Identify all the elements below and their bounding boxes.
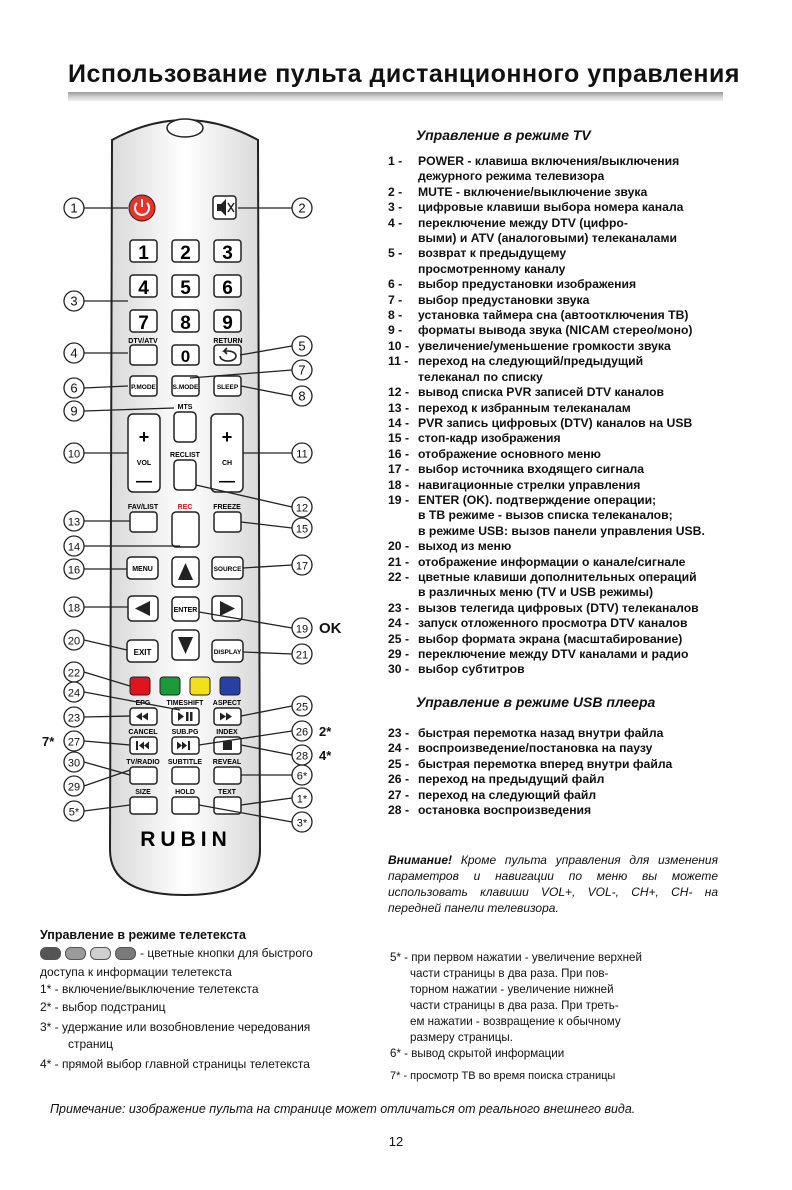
teletext-star5: 5* - при первом нажатии - увеличение верхней части страницы в два раза. При пов- торном нажатии - увеличение нижней части страницы в два раза. При треть- ем нажатии - возвращение к обычному размеру страницы. [390, 951, 642, 1044]
pmode-label: P.MODE [131, 384, 156, 391]
tvradio-label: TV/RADIO [126, 759, 160, 766]
key-5-label: 5 [180, 278, 191, 299]
tv-function-item-text: в режиме USB: вызов панели управления USB. [418, 523, 705, 538]
usb-function-item [388, 772, 672, 787]
tv-function-item-text: переключение между DTV каналами и радио [418, 647, 689, 661]
tv-function-item [388, 416, 705, 431]
callout-number: 8 [298, 388, 306, 404]
callout-number: 21 [295, 649, 309, 662]
epg-label: EPG [135, 700, 151, 707]
tv-function-item [388, 216, 705, 231]
green-key [160, 677, 180, 695]
usb-function-item-text: переход на предыдущий файл [418, 772, 605, 787]
teletext-line-4: 4* - прямой выбор главной страницы телетекста [40, 1057, 310, 1071]
tv-function-item-text: отображение информации о канале/сигнале [418, 554, 686, 569]
tv-function-item [388, 555, 705, 570]
tv-function-item-number [388, 262, 418, 277]
tv-function-item [388, 339, 705, 354]
callout-side-label: OK [319, 620, 342, 637]
callout-number: 30 [67, 757, 81, 770]
callout-number: 28 [295, 750, 309, 763]
tv-function-item-number [388, 585, 418, 600]
subtitle-label: SUBTITLE [167, 759, 203, 766]
source-label: SOURCE [213, 566, 242, 573]
footnote: Примечание: изображение пульта на странице может отличаться от реального внешнего вида. [50, 1102, 636, 1116]
tv-function-item-text: переход на следующий/предыдущий [418, 354, 644, 369]
tvradio-button [130, 767, 157, 784]
tv-function-item-number [388, 370, 418, 385]
callout-number: 20 [67, 635, 81, 648]
callout-number: 7 [298, 362, 306, 378]
teletext-dot-3 [90, 947, 111, 960]
tv-function-item-number: 1 - [388, 154, 403, 168]
tv-function-item-text: ENTER (OK). подтверждение операции; [418, 492, 657, 507]
tv-function-item-number: 2 - [388, 184, 403, 199]
teletext-dot-2 [65, 947, 86, 960]
tv-function-item [388, 493, 705, 508]
key-2-label: 2 [180, 243, 191, 264]
brand-logo: RUBIN [140, 828, 232, 851]
callout-number: 6* [296, 770, 308, 783]
warning-note [388, 852, 718, 916]
callout-number: 5 [298, 338, 306, 354]
callout-number: 22 [67, 667, 81, 680]
key-7-label: 7 [138, 313, 149, 334]
tv-function-item-text: установка таймера сна (автоотключения ТВ) [418, 308, 689, 323]
hold-label: HOLD [175, 789, 195, 796]
usb-function-item-text: быстрая перемотка назад внутри файла [418, 726, 664, 740]
tv-function-item-number: 19 - [388, 492, 410, 507]
tv-function-item-text: переключение между DTV (цифро- [418, 215, 628, 230]
callout-side-label: 7* [42, 734, 55, 749]
teletext-dot-4 [115, 947, 136, 960]
callout-number: 3* [296, 817, 308, 830]
freeze-button [214, 512, 241, 532]
tv-function-item [388, 169, 705, 184]
tv-function-item-text: стоп-кадр изображения [418, 431, 561, 446]
tv-function-item-text: выми) и ATV (аналоговыми) телеканалами [418, 231, 677, 246]
usb-function-item [388, 788, 672, 803]
ir-window [167, 119, 203, 137]
usb-function-item-number: 24 - [388, 741, 410, 756]
ch-plus: + [221, 427, 233, 447]
tv-function-item-text: выбор предустановки изображения [418, 277, 637, 292]
page-title: Использование пульта дистанционного управления [68, 60, 740, 88]
rec-button [172, 512, 199, 547]
usb-function-item-number: 23 - [388, 726, 410, 740]
tv-function-item-number: 3 - [388, 200, 403, 215]
tv-function-item-number: 13 - [388, 400, 410, 415]
callout-number: 1 [70, 200, 78, 216]
tv-function-item [388, 354, 705, 369]
callout-number: 18 [67, 602, 81, 615]
tv-function-item [388, 200, 705, 215]
tv-function-item-text: в различных меню (TV и USB режимы) [418, 585, 654, 600]
tv-function-item-number: 16 - [388, 446, 410, 461]
callout-number: 6 [70, 380, 78, 396]
tv-function-item-number: 23 - [388, 600, 410, 615]
teletext-star7: 7* - просмотр ТВ во время поиска страницы [390, 1070, 616, 1082]
usb-section-heading: Управление в режиме USB плеера [416, 694, 656, 710]
freeze-label: FREEZE [213, 504, 241, 511]
callout-number: 4 [70, 345, 78, 361]
tv-function-item-text: вывод списка PVR записей DTV каналов [418, 385, 665, 400]
callout-number: 9 [70, 403, 78, 419]
callout-number: 16 [67, 564, 81, 577]
tv-function-item-number: 20 - [388, 539, 410, 554]
key-3-label: 3 [222, 243, 233, 264]
key-4-label: 4 [138, 278, 149, 299]
tv-function-item [388, 601, 705, 616]
yellow-key [190, 677, 210, 695]
return-button [214, 345, 241, 365]
tv-function-item-number: 22 - [388, 569, 410, 584]
timeshift-label: TIMESHIFT [166, 700, 204, 707]
tv-function-item-text: просмотренному каналу [418, 261, 566, 276]
teletext-line-2: 2* - выбор подстраниц [40, 1000, 166, 1014]
callout-number: 14 [67, 541, 81, 554]
page-number: 12 [388, 1134, 404, 1149]
tv-function-item-text: выбор источника входящего сигнала [418, 462, 645, 477]
vol-plus: + [138, 427, 150, 447]
callout-number: 5* [68, 806, 80, 819]
callout-number: 25 [295, 701, 309, 714]
teletext-colors-text2: доступа к информации телетекста [40, 965, 232, 979]
teletext-dot-1 [40, 947, 61, 960]
subpg-label: SUB.PG [171, 729, 199, 736]
tv-functions-list [388, 154, 705, 678]
tv-function-item-number: 18 - [388, 477, 410, 492]
tv-function-item [388, 323, 705, 338]
hold-button [172, 797, 199, 814]
tv-function-item-number: 10 - [388, 338, 410, 353]
tv-function-item-number [388, 524, 418, 539]
tv-function-item-text: выбор субтитров [418, 662, 525, 677]
callout-number: 3 [70, 293, 78, 309]
tv-function-item [388, 154, 705, 169]
teletext-colors-text: - цветные кнопки для быстрого [140, 946, 313, 960]
tv-function-item-number: 4 - [388, 215, 403, 230]
ch-minus: — [219, 473, 235, 490]
tv-function-item [388, 539, 705, 554]
tv-function-item [388, 508, 705, 523]
subtitle-button [172, 767, 199, 784]
sleep-label: SLEEP [216, 384, 239, 391]
dtv-atv-label: DTV/ATV [128, 338, 158, 345]
usb-function-item-text: остановка воспроизведения [418, 803, 592, 818]
tv-function-item-text: телеканал по списку [418, 369, 543, 384]
tv-function-item-number: 14 - [388, 415, 410, 430]
usb-function-item-number: 26 - [388, 772, 410, 787]
warning-label: Внимание! [388, 853, 453, 867]
size-label: SIZE [135, 789, 151, 796]
tv-function-item-number: 30 - [388, 662, 410, 677]
cancel-label: CANCEL [128, 729, 158, 736]
fav-label: FAV/LIST [127, 504, 159, 511]
power-button [129, 195, 155, 221]
vol-minus: — [136, 473, 152, 490]
tv-function-item-number [388, 169, 418, 184]
red-key [130, 677, 150, 695]
tv-function-item-text: в ТВ режиме - вызов списка телеканалов; [418, 508, 673, 523]
play-pause-button [172, 708, 199, 725]
reclist-button [174, 460, 196, 490]
callout-side-label: 2* [319, 724, 332, 739]
tv-function-item-number: 21 - [388, 554, 410, 569]
tv-function-item [388, 632, 705, 647]
usb-function-item [388, 741, 672, 756]
tv-function-item [388, 431, 705, 446]
tv-function-item-text: навигационные стрелки управления [418, 477, 641, 492]
tv-function-item [388, 231, 705, 246]
tv-function-item-number [388, 231, 418, 246]
return-label: RETURN [213, 338, 243, 345]
reveal-label: REVEAL [212, 759, 242, 766]
callout-number: 26 [295, 726, 309, 739]
key-1-label: 1 [138, 243, 149, 264]
blue-key [220, 677, 240, 695]
tv-function-item-number: 29 - [388, 647, 410, 661]
tv-function-item-number: 17 - [388, 462, 410, 477]
tv-function-item-text: увеличение/уменьшение громкости звука [418, 338, 671, 353]
tv-function-item-text: запуск отложенного просмотра DTV каналов [418, 616, 688, 631]
tv-function-item-text: вызов телегида цифровых (DTV) телеканалов [418, 600, 699, 615]
tv-function-item-text: выход из меню [418, 539, 512, 554]
smode-label: S.MODE [172, 384, 199, 391]
tv-function-item-number: 15 - [388, 431, 410, 446]
reclist-label: RECLIST [170, 452, 200, 459]
key-9-label: 9 [222, 313, 233, 334]
key-0-label: 0 [180, 347, 191, 366]
tv-function-item [388, 401, 705, 416]
callout-number: 1* [296, 793, 308, 806]
teletext-line-3b: страниц [68, 1037, 114, 1051]
tv-function-item [388, 262, 705, 277]
mts-button [174, 412, 196, 442]
usb-function-item-text: переход на следующий файл [418, 787, 597, 802]
teletext-star6: 6* - вывод скрытой информации [390, 1047, 565, 1060]
reveal-button [214, 767, 241, 784]
tv-function-item-number [388, 508, 418, 523]
tv-function-item-text: PVR запись цифровых (DTV) каналов на USB [418, 415, 693, 430]
mute-button [213, 196, 236, 219]
tv-function-item [388, 447, 705, 462]
tv-function-item [388, 246, 705, 261]
callout-number: 19 [295, 623, 309, 636]
usb-function-item-text: быстрая перемотка вперед внутри файла [418, 756, 673, 771]
exit-label: EXIT [133, 648, 152, 657]
tv-function-item [388, 524, 705, 539]
tv-section-heading: Управление в режиме TV [416, 127, 591, 143]
ch-label: CH [221, 460, 233, 467]
usb-function-item-number: 27 - [388, 787, 410, 802]
tv-function-item [388, 478, 705, 493]
tv-function-item [388, 570, 705, 585]
tv-function-item-number: 5 - [388, 246, 403, 261]
tv-function-item-text: форматы вывода звука (NICAM стерео/моно) [418, 323, 693, 338]
callout-number: 23 [67, 712, 81, 725]
usb-function-item [388, 726, 672, 741]
display-label: DISPLAY [213, 649, 242, 656]
tv-function-item-number: 8 - [388, 308, 403, 323]
index-label: INDEX [216, 729, 238, 736]
tv-function-item-text: MUTE - включение/выключение звука [418, 184, 648, 199]
tv-function-item-number: 11 - [388, 354, 409, 369]
tv-function-item-number: 24 - [388, 616, 410, 631]
warning-text: Кроме пульта управления для изменения параметров и навигации по меню вы можете использовать клавиши VOL+, VOL-, CH+, CH- на передней панели телевизора. [388, 853, 718, 915]
rec-label: REC [177, 504, 193, 511]
callout-number: 29 [67, 781, 81, 794]
tv-function-item-text: цифровые клавиши выбора номера канала [418, 200, 684, 215]
tv-function-item [388, 662, 705, 677]
tv-function-item-text: выбор предустановки звука [418, 292, 590, 307]
tv-function-item [388, 277, 705, 292]
tv-function-item [388, 585, 705, 600]
teletext-line-1: 1* - включение/выключение телетекста [40, 982, 259, 996]
tv-function-item-text: POWER - клавиша включения/выключения [418, 154, 680, 168]
tv-function-item-number: 9 - [388, 323, 403, 338]
callout-number: 13 [67, 516, 81, 529]
usb-function-item [388, 803, 672, 818]
callout-number: 15 [295, 523, 309, 536]
tv-function-item [388, 308, 705, 323]
menu-label: MENU [132, 566, 153, 573]
enter-label: ENTER [173, 607, 198, 614]
text-label: TEXT [218, 789, 236, 796]
tv-function-item [388, 185, 705, 200]
tv-function-item [388, 647, 705, 662]
usb-functions-list [388, 726, 672, 818]
usb-function-item-number: 25 - [388, 756, 410, 771]
teletext-color-keys [40, 946, 313, 960]
fav-button [130, 512, 157, 532]
usb-function-item-text: воспроизведение/постановка на паузу [418, 741, 653, 756]
tv-function-item [388, 616, 705, 631]
aspect-label: ASPECT [212, 700, 242, 707]
tv-function-item [388, 462, 705, 477]
usb-function-item-number: 28 - [388, 803, 410, 818]
callout-side-label: 4* [319, 748, 332, 763]
tv-function-item [388, 385, 705, 400]
tv-function-item-number: 6 - [388, 277, 403, 292]
key-8-label: 8 [180, 313, 191, 334]
digit-keys [130, 240, 241, 334]
tv-function-item-text: переход к избранным телеканалам [418, 400, 631, 415]
tv-function-item-text: отображение основного меню [418, 446, 601, 461]
dtv-atv-button [130, 345, 157, 365]
tv-function-item [388, 370, 705, 385]
tv-function-item-number: 25 - [388, 631, 410, 646]
usb-function-item [388, 757, 672, 772]
callout-number: 12 [295, 502, 309, 515]
tv-function-item-number: 7 - [388, 292, 403, 307]
teletext-line-3: 3* - удержание или возобновление чередования [40, 1020, 311, 1034]
callout-number: 24 [67, 687, 81, 700]
teletext-heading: Управление в режиме телетекста [40, 928, 246, 942]
tv-function-item-text: цветные клавиши дополнительных операций [418, 569, 697, 584]
callout-number: 27 [67, 736, 81, 749]
tv-function-item [388, 293, 705, 308]
size-button [130, 797, 157, 814]
tv-function-item-text: выбор формата экрана (масштабирование) [418, 631, 683, 646]
tv-function-item-text: дежурного режима телевизора [418, 169, 605, 184]
tv-function-item-number: 12 - [388, 385, 410, 400]
callout-number: 17 [295, 560, 309, 573]
callout-number: 10 [67, 448, 81, 461]
key-6-label: 6 [222, 278, 233, 299]
callout-number: 11 [296, 448, 308, 461]
callout-number: 2 [298, 200, 306, 216]
tv-function-item-text: возврат к предыдущему [418, 246, 567, 261]
vol-label: VOL [136, 460, 152, 467]
mts-label: MTS [177, 404, 193, 411]
